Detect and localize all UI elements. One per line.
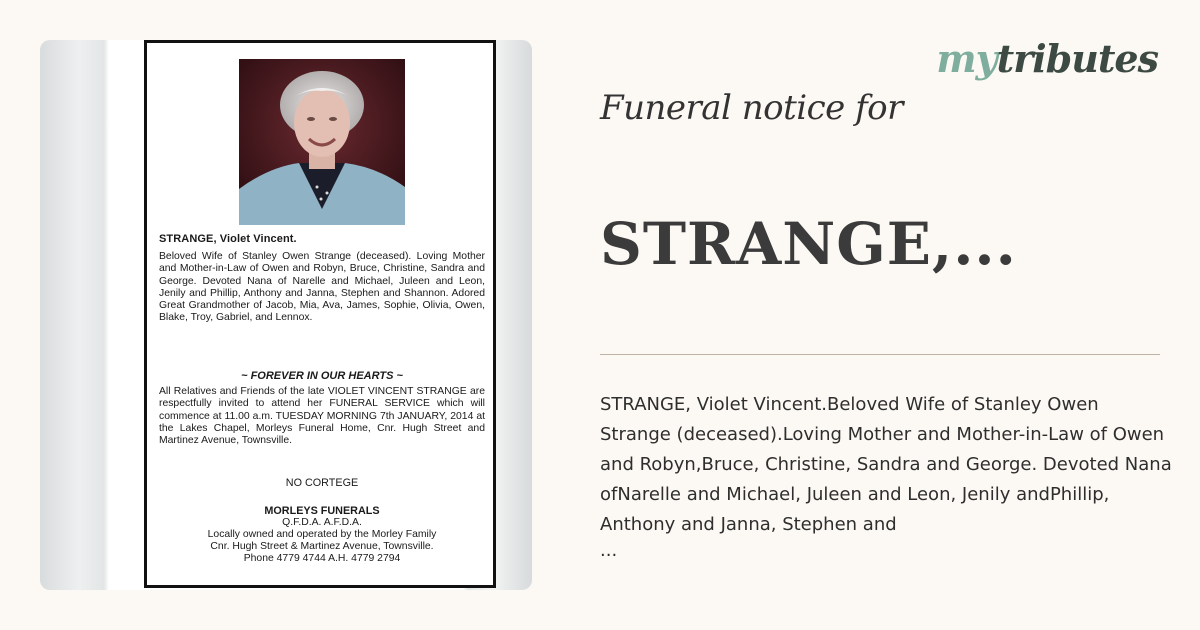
notice-cortege: NO CORTEGE: [285, 477, 359, 489]
notice-excerpt: STRANGE, Violet Vincent.Beloved Wife of Stanley Owen Strange (deceased).Loving Mother and Mother-in-Law of Owen and Robyn,Bruce, Christine, Sandra and George. Devoted Nana ofNarelle and Michael, Juleen and Leon, Jenily andPhillip, Anthony and Janna, Stephen and: [600, 394, 1172, 535]
funeral-director-line: Phone 4779 4744 A.H. 4779 2794: [243, 553, 401, 564]
logo-tributes: tributes: [996, 36, 1158, 81]
deceased-photo: [239, 59, 405, 225]
funeral-director-line: Cnr. Hugh Street & Martinez Avenue, Townsville.: [210, 541, 434, 552]
notice-service-details: All Relatives and Friends of the late VIOLET VINCENT STRANGE are respectfully invited to attend her FUNERAL SERVICE which will commence at 11.00 a.m. TUESDAY MORNING 7th JANUARY, 2014 at the Lakes Chapel, Morleys Funeral Home, Cnr. Hugh Street and Martinez Avenue, Townsville.: [159, 386, 485, 447]
notice-name: STRANGE, Violet Vincent.: [159, 233, 297, 245]
logo-my: my: [936, 36, 997, 81]
funeral-director-block: [159, 505, 485, 565]
mytributes-logo[interactable]: [936, 36, 1158, 81]
notice-body: Beloved Wife of Stanley Owen Strange (deceased). Loving Mother and Mother-in-Law of Owen and Robyn, Bruce, Christine, Sandra and George. Devoted Nana of Narelle and Michael, Juleen and Leon, Jenily and Phillip, Anthony and Janna, Stephen and Shannon. Adored Great Grandmother of Jacob, Mia, Ava, James, Sophie, Olivia, Owen, Blake, Troy, Gabriel, and Lennox.: [159, 251, 485, 324]
notice-preview-panel[interactable]: [40, 40, 532, 590]
page-heading: Funeral notice for: [600, 88, 903, 128]
funeral-director-line: Locally owned and operated by the Morley Family: [207, 529, 437, 540]
funeral-director-line: Q.F.D.A. A.F.D.A.: [282, 517, 362, 528]
deceased-name-title: STRANGE,...: [600, 210, 1017, 278]
newspaper-notice: [144, 40, 496, 588]
excerpt-ellipsis: ...: [600, 540, 618, 561]
notice-motto: ~ FOREVER IN OUR HEARTS ~: [241, 370, 403, 382]
divider: [600, 354, 1160, 355]
funeral-director-name: MORLEYS FUNERALS: [264, 505, 380, 517]
